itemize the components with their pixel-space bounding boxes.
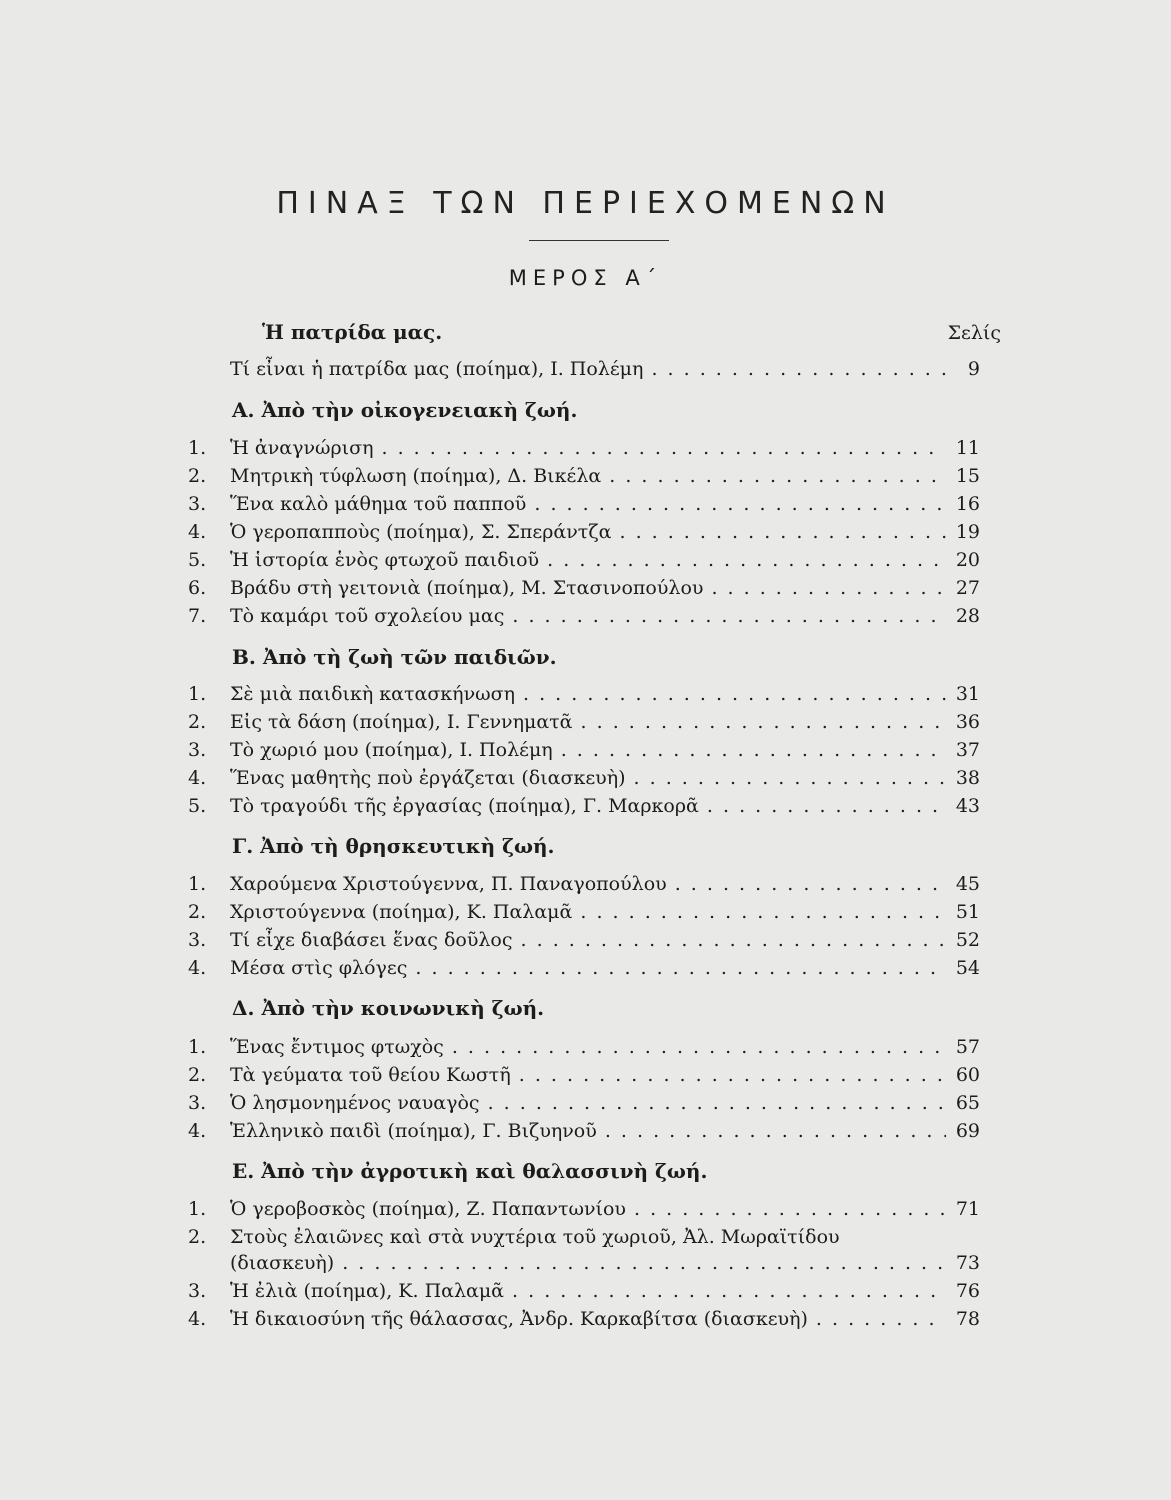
entry-title: Ἕνας μαθητὴς ποὺ ἐργάζεται (διασκευὴ) . . . <box>230 765 946 791</box>
entry-page: 38 <box>955 767 980 789</box>
entry-number: 7. <box>188 605 207 627</box>
toc-entry <box>188 737 992 763</box>
entry-title: Σὲ μιὰ παιδικὴ κατασκήνωση . . . <box>230 681 946 707</box>
entry-page: 37 <box>955 739 980 761</box>
entry-page: 20 <box>955 549 980 571</box>
toc-entry <box>188 793 992 819</box>
entry-number: 4. <box>188 1120 207 1142</box>
toc-entry <box>188 1224 992 1250</box>
entry-page: 11 <box>955 437 980 459</box>
toc-entry <box>188 927 992 953</box>
entry-title: Μητρικὴ τύφλωση (ποίημα), Δ. Βικέλα . . . <box>230 463 946 489</box>
entry-title: Τί εἶναι ἡ πατρίδα μας (ποίημα), Ι. Πολέμη . . . <box>230 356 946 382</box>
section-heading-d: Δ. Ἀπὸ τὴν κοινωνικὴ ζωή. <box>232 996 545 1020</box>
entry-page: 9 <box>967 358 980 380</box>
entry-page: 16 <box>955 493 980 515</box>
part-title: ΜΕΡΟΣ Α΄ <box>508 266 663 290</box>
entry-number: 2. <box>188 901 207 923</box>
entry-number: 2. <box>188 1064 207 1086</box>
entry-number: 4. <box>188 521 207 543</box>
toc-entry <box>188 435 992 461</box>
toc-entry <box>188 547 992 573</box>
toc-entry-continued <box>188 1250 992 1276</box>
entry-number: 4. <box>188 1308 207 1330</box>
toc-entry <box>188 1062 992 1088</box>
entry-number: 5. <box>188 795 207 817</box>
entry-number: 3. <box>188 739 207 761</box>
page-column-label: Σελίς <box>947 322 1001 344</box>
toc-entry <box>188 709 992 735</box>
toc-entry <box>188 519 992 545</box>
entry-title: Τὰ γεύματα τοῦ θείου Κωστῆ . . . <box>230 1062 946 1088</box>
toc-entry <box>188 463 992 489</box>
entry-page: 60 <box>955 1064 980 1086</box>
entry-title: Στοὺς ἐλαιῶνες καὶ στὰ νυχτέρια τοῦ χωριοῦ, Ἀλ. Μωραϊτίδου <box>230 1226 840 1248</box>
toc-entry <box>188 575 992 601</box>
entry-number: 1. <box>188 873 207 895</box>
toc-entry <box>188 955 992 981</box>
toc-entry <box>188 1306 992 1332</box>
entry-page: 78 <box>955 1308 980 1330</box>
toc-entry <box>188 356 992 382</box>
toc-entry <box>188 1278 992 1304</box>
intro-heading: Ἡ πατρίδα μας. <box>262 320 443 344</box>
entry-number: 1. <box>188 1036 207 1058</box>
entry-title: Τὸ τραγούδι τῆς ἐργασίας (ποίημα), Γ. Μαρκορᾶ . . . <box>230 793 946 819</box>
entry-title: Χαρούμενα Χριστούγεννα, Π. Παναγοπούλου . . . <box>230 871 946 897</box>
entry-number: 2. <box>188 1226 207 1248</box>
entry-title: Μέσα στὶς φλόγες . . . <box>230 955 946 981</box>
entry-page: 65 <box>955 1092 980 1114</box>
entry-page: 15 <box>955 465 980 487</box>
entry-page: 19 <box>955 521 980 543</box>
section-heading-c: Γ. Ἀπὸ τὴ θρησκευτικὴ ζωή. <box>232 834 555 858</box>
entry-title: Ἡ ἀναγνώριση . . . <box>230 435 946 461</box>
entry-number: 1. <box>188 1198 207 1220</box>
entry-number: 4. <box>188 957 207 979</box>
entry-title: Ὁ λησμονημένος ναυαγὸς . . . <box>230 1090 946 1116</box>
toc-entry <box>188 871 992 897</box>
entry-number: 2. <box>188 711 207 733</box>
entry-number: 1. <box>188 683 207 705</box>
section-heading-a: Α. Ἀπὸ τὴν οἰκογενειακὴ ζωή. <box>232 398 578 422</box>
entry-number: 3. <box>188 1092 207 1114</box>
entry-number: 1. <box>188 437 207 459</box>
entry-page: 76 <box>955 1280 980 1302</box>
entry-page: 57 <box>955 1036 980 1058</box>
entry-title: Εἰς τὰ δάση (ποίημα), Ι. Γεννηματᾶ . . . <box>230 709 946 735</box>
entry-title: Βράδυ στὴ γειτονιὰ (ποίημα), Μ. Στασινοπούλου . . . <box>230 575 946 601</box>
entry-title: Ἑλληνικὸ παιδὶ (ποίημα), Γ. Βιζυηνοῦ . . . <box>230 1118 946 1144</box>
entry-page: 45 <box>955 873 980 895</box>
toc-entry <box>188 1034 992 1060</box>
entry-title: Τὸ χωριό μου (ποίημα), Ι. Πολέμη . . . <box>230 737 946 763</box>
toc-entry <box>188 603 992 629</box>
entry-title-continued: (διασκευὴ) . . . <box>230 1250 946 1276</box>
entry-page: 71 <box>955 1198 980 1220</box>
entry-page: 31 <box>955 683 980 705</box>
entry-page: 27 <box>955 577 980 599</box>
entry-title: Τὸ καμάρι τοῦ σχολείου μας . . . <box>230 603 946 629</box>
toc-entry <box>188 491 992 517</box>
entry-title: Ἕνας ἔντιμος φτωχὸς . . . <box>230 1034 946 1060</box>
entry-page: 73 <box>955 1252 980 1274</box>
entry-title: Ὁ γεροπαπποὺς (ποίημα), Σ. Σπεράντζα . . . <box>230 519 946 545</box>
entry-page: 51 <box>955 901 980 923</box>
entry-number: 2. <box>188 465 207 487</box>
title-divider <box>529 240 669 241</box>
section-heading-b: Β. Ἀπὸ τὴ ζωὴ τῶν παιδιῶν. <box>232 645 557 669</box>
entry-page: 69 <box>955 1120 980 1142</box>
entry-number: 3. <box>188 493 207 515</box>
toc-entry <box>188 1090 992 1116</box>
entry-number: 3. <box>188 929 207 951</box>
entry-title: Ἡ δικαιοσύνη τῆς θάλασσας, Ἀνδρ. Καρκαβίτσα (διασκευὴ) . . . <box>230 1306 946 1332</box>
section-heading-e: Ε. Ἀπὸ τὴν ἀγροτικὴ καὶ θαλασσινὴ ζωή. <box>232 1159 708 1183</box>
toc-entry <box>188 1118 992 1144</box>
entry-number: 6. <box>188 577 207 599</box>
entry-title: Ἡ ἱστορία ἑνὸς φτωχοῦ παιδιοῦ . . . <box>230 547 946 573</box>
entry-page: 28 <box>955 605 980 627</box>
toc-entry <box>188 681 992 707</box>
toc-entry <box>188 765 992 791</box>
entry-title: Ἡ ἐλιὰ (ποίημα), Κ. Παλαμᾶ . . . <box>230 1278 946 1304</box>
entry-title: Χριστούγεννα (ποίημα), Κ. Παλαμᾶ . . . <box>230 899 946 925</box>
entry-number: 5. <box>188 549 207 571</box>
entry-title: Τί εἶχε διαβάσει ἕνας δοῦλος . . . <box>230 927 946 953</box>
entry-number: 3. <box>188 1280 207 1302</box>
entry-page: 43 <box>955 795 980 817</box>
entry-title: Ἕνα καλὸ μάθημα τοῦ παπποῦ . . . <box>230 491 946 517</box>
toc-title: ΠΙΝΑΞ ΤΩΝ ΠΕΡΙΕΧΟΜΕΝΩΝ <box>276 186 895 221</box>
toc-entry <box>188 899 992 925</box>
entry-title: Ὁ γεροβοσκὸς (ποίημα), Ζ. Παπαντωνίου . . . <box>230 1196 946 1222</box>
entry-page: 52 <box>955 929 980 951</box>
entry-page: 54 <box>955 957 980 979</box>
entry-number: 4. <box>188 767 207 789</box>
toc-entry <box>188 1196 992 1222</box>
entry-page: 36 <box>955 711 980 733</box>
